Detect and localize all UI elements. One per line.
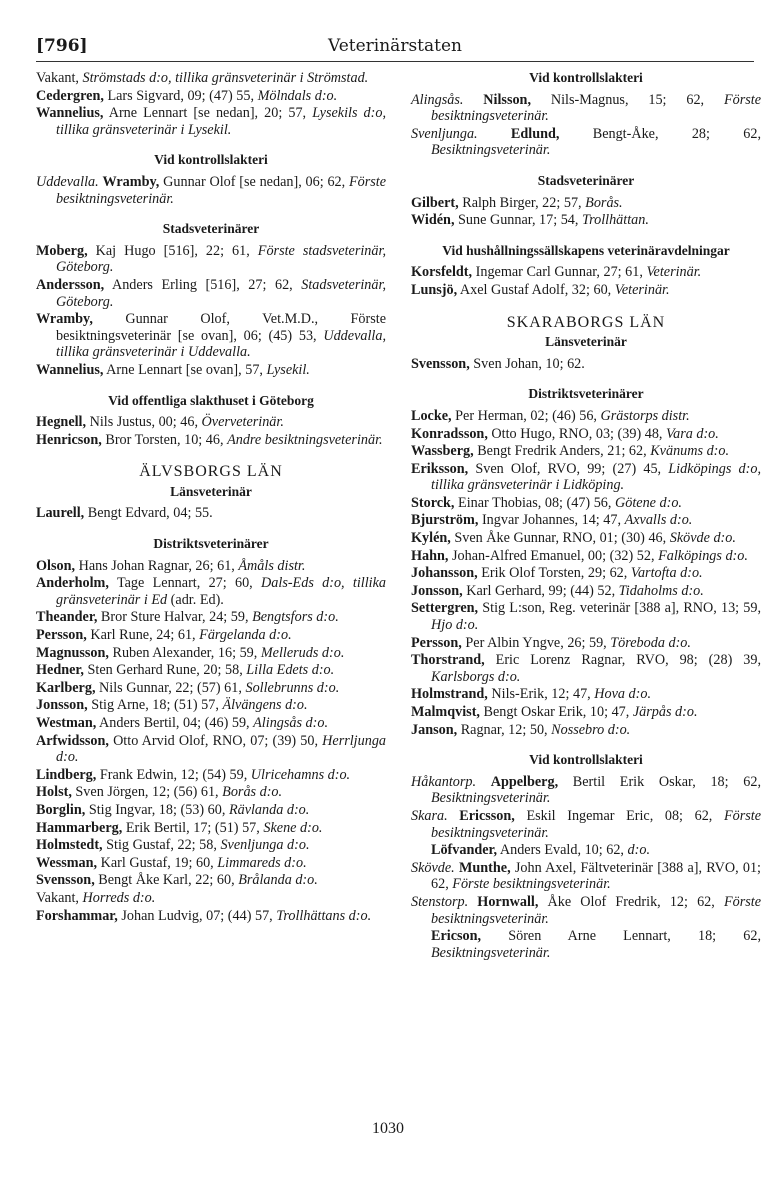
entry-details: Vakant, <box>36 889 83 906</box>
entry-post: Sollebrunns d:o. <box>245 679 340 696</box>
entry-post: Rävlanda d:o. <box>228 801 310 818</box>
entry-surname: Holmstrand, <box>411 686 488 703</box>
entry-post: Tidaholms d:o. <box>618 582 704 599</box>
entry-details: Sune Gunnar, 17; 54, <box>454 212 582 229</box>
entry-post: Melleruds d:o. <box>260 644 345 661</box>
entry-surname: Hornwall, <box>477 893 539 910</box>
entry-post: Mölndals d:o. <box>257 87 338 104</box>
directory-entry <box>411 426 761 443</box>
entry-details: Ingvar Johannes, 14; 47, <box>478 512 625 529</box>
entry-post: Falköpings d:o. <box>658 547 748 564</box>
entry-surname: Hegnell, <box>36 414 87 431</box>
right-column <box>411 70 761 962</box>
entry-details: Stig Ingvar, 18; (53) 60, <box>85 801 229 818</box>
header-rule <box>36 61 754 62</box>
entry-details: Åke Olof Fredrik, 12; 62, <box>538 893 724 910</box>
directory-entry <box>36 505 386 522</box>
entry-surname: Lunsjö, <box>411 281 458 298</box>
entry-surname: Wannelius, <box>36 105 104 122</box>
entry-surname: Widén, <box>411 212 455 229</box>
section-heading: Vid kontrollslakteri <box>529 70 643 85</box>
entry-surname: Svensson, <box>36 872 95 889</box>
entry-details: Arne Lennart [se nedan], 20; 57, <box>103 105 313 122</box>
entry-post: Borås. <box>585 194 623 211</box>
entry-details: Kaj Hugo [516], 22; 61, <box>87 242 258 259</box>
entry-post: Vara d:o. <box>666 425 719 442</box>
section-heading: Distriktsveterinärer <box>528 386 644 402</box>
directory-entry <box>411 565 761 582</box>
directory-entry <box>36 88 386 105</box>
entry-surname: Wramby, <box>36 311 93 328</box>
entry-details: Ingemar Carl Gunnar, 27; 61, <box>472 264 647 281</box>
directory-entry <box>36 697 386 714</box>
directory-entry <box>36 890 386 907</box>
entry-surname: Holmstedt, <box>36 837 103 854</box>
entry-details: Lars Sigvard, 09; (47) 55, <box>103 87 258 104</box>
entry-post: Lysekils d:o, tillika gränsveterinär i Lysekil. <box>56 105 387 138</box>
section-heading: Länsveterinär <box>170 483 252 499</box>
entry-location: Stenstorp. <box>411 893 469 910</box>
entry-details: Sven Jörgen, 12; (56) 61, <box>71 784 223 801</box>
entry-surname: Laurell, <box>36 505 85 522</box>
county-heading: SKARABORGS LÄN <box>506 313 666 331</box>
directory-entry <box>36 767 386 784</box>
directory-entry <box>36 70 386 87</box>
directory-entry <box>411 264 761 281</box>
entry-surname: Persson, <box>411 634 462 651</box>
entry-post: Kvänums d:o. <box>650 443 730 460</box>
entry-surname: Cedergren, <box>36 87 104 104</box>
directory-entry <box>411 652 761 685</box>
entry-details: Karl Gustaf, 19; 60, <box>97 854 218 871</box>
entry-post: Stadsveterinär, Göteborg. <box>56 276 386 310</box>
entry-surname: Wannelius, <box>36 361 104 378</box>
entry-post: Besiktningsveterinär. <box>431 944 551 961</box>
entry-post: Nossebro d:o. <box>551 721 631 738</box>
entry-surname: Forshammar, <box>36 907 118 924</box>
county-heading: ÄLVSBORGS LÄN <box>139 463 283 481</box>
entry-details: Vakant, <box>36 70 83 86</box>
entry-surname: Ericson, <box>431 928 482 945</box>
entry-details: Eric Lorenz Ragnar, RVO, 98; (28) 39, <box>484 652 761 669</box>
directory-entry <box>36 609 386 626</box>
directory-entry <box>36 174 386 207</box>
directory-entry <box>36 414 386 431</box>
entry-location: Skara. <box>411 807 448 824</box>
entry-post: Strömstads d:o, tillika gränsveterinär i Strömstad. <box>82 70 369 86</box>
entry-details: Axel Gustaf Adolf, 32; 60, <box>457 281 615 298</box>
directory-entry <box>411 635 761 652</box>
directory-entry <box>36 627 386 644</box>
entry-post: Förste besiktningsveterinär. <box>431 91 762 125</box>
entry-post: Vartofta d:o. <box>630 565 703 582</box>
directory-entry <box>36 105 386 138</box>
entry-surname: Wessman, <box>36 854 98 871</box>
entry-details: Ragnar, 12; 50, <box>457 721 552 738</box>
directory-entry <box>411 443 761 460</box>
entry-details: Sven Åke Gunnar, RNO, 01; (30) 46, <box>450 530 670 547</box>
entry-surname: Jonsson, <box>411 582 463 599</box>
page-header <box>36 36 754 58</box>
directory-entry <box>411 808 761 841</box>
entry-surname: Thorstrand, <box>411 652 485 669</box>
entry-post: Horreds d:o. <box>82 889 156 906</box>
entry-post: Hova d:o. <box>594 686 652 703</box>
entry-post: Alingsås d:o. <box>253 715 329 731</box>
entry-details: Bengt-Åke, 28; 62, <box>559 125 761 142</box>
directory-entry <box>411 195 761 212</box>
entry-location: Uddevalla. <box>36 173 99 190</box>
entry-details: Sven Olof, RVO, 99; (27) 45, <box>468 460 669 477</box>
entry-details: Anders Evald, 10; 62, <box>497 842 628 859</box>
directory-entry <box>411 408 761 425</box>
entry-surname: Wramby, <box>102 173 160 190</box>
entry-post: Dals-Eds d:o, tillika gränsveterinär i Ed <box>56 575 386 608</box>
entry-details: Arne Lennart [se ovan], 57, <box>103 361 267 378</box>
entry-surname: Löfvander, <box>431 842 498 859</box>
directory-entry <box>411 126 761 159</box>
entry-surname: Anderholm, <box>36 575 109 592</box>
directory-entry <box>411 530 761 547</box>
entry-details: Sören Arne Lennart, 18; 62, <box>481 928 761 945</box>
directory-entry <box>411 356 761 373</box>
directory-entry <box>36 362 386 379</box>
entry-details: Erik Bertil, 17; (51) 57, <box>122 819 264 836</box>
entry-surname: Westman, <box>36 715 97 731</box>
entry-details: Ruben Alexander, 16; 59, <box>108 644 261 661</box>
page-number: 1030 <box>372 1120 404 1137</box>
directory-entry <box>411 686 761 703</box>
entry-details: Karl Rune, 24; 61, <box>86 627 200 644</box>
entry-surname: Eriksson, <box>411 460 469 477</box>
section-heading: Stadsveterinärer <box>537 172 635 188</box>
entry-details: Nils Gunnar, 22; (57) 61, <box>95 679 246 696</box>
entry-post: Trollhättans d:o. <box>276 907 372 924</box>
directory-entry <box>36 662 386 679</box>
entry-details: Johan Ludvig, 07; (44) 57, <box>117 907 277 924</box>
entry-post: Axvalls d:o. <box>624 512 693 529</box>
entry-post: Besiktningsveterinär. <box>431 142 551 159</box>
directory-entry <box>411 282 761 299</box>
directory-entry <box>36 733 386 766</box>
section-heading: Länsveterinär <box>545 334 627 350</box>
entry-details: Bengt Edvard, 04; 55. <box>84 505 213 522</box>
entry-post: Trollhättan. <box>582 212 649 229</box>
section-heading: Vid kontrollslakteri <box>154 152 268 168</box>
entry-location: Håkantorp. <box>411 773 477 790</box>
directory-entry <box>411 774 761 807</box>
entry-surname: Hahn, <box>411 547 449 564</box>
directory-entry <box>36 837 386 854</box>
entry-details: Anders Bertil, 04; (46) 59, <box>96 715 254 731</box>
directory-entry <box>411 548 761 565</box>
entry-post: Färgelanda d:o. <box>199 627 292 644</box>
entry-details: Erik Olof Torsten, 29; 62, <box>477 565 631 582</box>
entry-surname: Henricson, <box>36 431 102 448</box>
entry-surname: Karlberg, <box>36 679 96 696</box>
section-heading: Distriktsveterinärer <box>153 536 269 552</box>
entry-surname: Gilbert, <box>411 194 459 211</box>
directory-entry <box>411 842 761 859</box>
entry-post: Uddevalla, tillika gränsveterinär i Uddevalla. <box>56 327 386 361</box>
directory-entry <box>411 212 761 229</box>
entry-surname: Johansson, <box>411 565 478 582</box>
entry-surname: Arfwidsson, <box>36 732 109 749</box>
entry-surname: Lindberg, <box>36 766 97 783</box>
entry-post: Herrljunga d:o. <box>56 732 386 766</box>
entry-surname: Settergren, <box>411 600 479 617</box>
entry-details: Nils Justus, 00; 46, <box>86 414 202 431</box>
directory-entry <box>36 243 386 276</box>
entry-surname: Nilsson, <box>483 91 531 108</box>
entry-post: Veterinär. <box>614 281 670 298</box>
entry-surname: Olson, <box>36 557 76 574</box>
entry-details: Frank Edwin, 12; (54) 59, <box>96 766 251 783</box>
entry-post: Svenljunga d:o. <box>220 837 310 854</box>
directory-entry <box>36 575 386 608</box>
entry-details: Stig Arne, 18; (51) 57, <box>87 697 223 714</box>
entry-location: Skövde. <box>411 859 455 876</box>
directory-entry <box>411 722 761 739</box>
section-heading: Vid kontrollslakteri <box>529 752 643 768</box>
entry-post: Bengtsfors d:o. <box>252 609 339 626</box>
entry-surname: Borglin, <box>36 801 86 818</box>
entry-surname: Persson, <box>36 627 87 644</box>
page-reference: [796] <box>36 36 88 56</box>
entry-post: Brålanda d:o. <box>238 872 318 889</box>
entry-surname: Konradsson, <box>411 425 488 442</box>
entry-post: Förste besiktningsveterinär. <box>431 807 761 841</box>
entry-details: Gunnar Olof [se nedan], 06; 62, <box>159 173 349 190</box>
directory-entry <box>411 894 761 927</box>
entry-post: Andre besiktningsveterinär. <box>227 431 383 448</box>
directory-entry <box>36 715 386 732</box>
entry-surname: Ericsson, <box>459 807 515 824</box>
entry-surname: Korsfeldt, <box>411 264 473 281</box>
entry-details: Anders Erling [516], 27; 62, <box>104 276 302 293</box>
entry-details: Bror Sture Halvar, 24; 59, <box>97 609 253 626</box>
directory-entry <box>36 277 386 310</box>
entry-surname: Malmqvist, <box>411 704 480 720</box>
entry-post: Besiktningsveterinär. <box>431 790 551 807</box>
directory-entry <box>411 583 761 600</box>
entry-details: Stig Gustaf, 22; 58, <box>102 837 221 854</box>
entry-post: Åmåls distr. <box>238 557 306 574</box>
entry-post: Borås d:o. <box>222 784 283 801</box>
directory-entry <box>36 784 386 801</box>
entry-post: d:o. <box>627 842 650 859</box>
directory-entry <box>411 600 761 633</box>
directory-entry <box>36 311 386 361</box>
directory-entry <box>36 432 386 449</box>
entry-surname: Appelberg, <box>490 773 559 790</box>
entry-post: Lilla Edets d:o. <box>246 662 335 679</box>
directory-entry <box>36 820 386 837</box>
entry-details: Otto Hugo, RNO, 03; (39) 48, <box>487 425 667 442</box>
entry-surname: Bjurström, <box>411 512 479 529</box>
entry-location: Svenljunga. <box>411 125 478 142</box>
entry-details: Sven Johan, 10; 62. <box>469 355 585 372</box>
entry-details: Tage Lennart, 27; 60, <box>108 575 262 592</box>
entry-details: Stig L:son, Reg. veterinär [388 a], RNO, 13; 59, <box>478 600 761 617</box>
entry-post: Förste besiktningsveterinär. <box>56 173 387 207</box>
entry-details: Nils-Erik, 12; 47, <box>487 686 595 703</box>
running-title: Veterinärstaten <box>328 36 462 56</box>
directory-entry <box>411 92 761 125</box>
entry-post: Lysekil. <box>266 361 310 378</box>
section-heading: Vid hushållningssällskapens veterinäravdelningar <box>442 242 730 258</box>
directory-entry <box>36 855 386 872</box>
entry-post: Älvängens d:o. <box>222 697 308 714</box>
entry-surname: Theander, <box>36 609 98 626</box>
entry-details: Per Albin Yngve, 26; 59, <box>461 634 611 651</box>
entry-details: Gunnar Olof, Vet.M.D., Förste besiktningsveterinär [se ovan], 06; (45) 53, <box>56 311 386 344</box>
entry-surname: Holst, <box>36 784 72 801</box>
entry-details: Karl Gerhard, 99; (44) 52, <box>462 582 619 599</box>
left-column <box>36 70 386 925</box>
entry-details: Otto Arvid Olof, RNO, 07; (39) 50, <box>108 732 323 749</box>
entry-post: Limmareds d:o. <box>217 854 307 871</box>
entry-surname: Andersson, <box>36 276 105 293</box>
entry-note: (adr. Ed). <box>167 591 224 608</box>
directory-entry <box>411 860 761 893</box>
entry-surname: Moberg, <box>36 242 88 259</box>
section-heading: Stadsveterinärer <box>162 221 260 237</box>
directory-entry <box>411 928 761 961</box>
entry-surname: Wassberg, <box>411 443 474 460</box>
entry-details: Hans Johan Ragnar, 26; 61, <box>75 557 239 574</box>
entry-post: Järpås d:o. <box>632 704 698 720</box>
entry-surname: Hammarberg, <box>36 819 123 836</box>
directory-entry <box>36 645 386 662</box>
entry-post: Skövde d:o. <box>669 530 736 547</box>
entry-surname: Hedner, <box>36 662 84 679</box>
entry-surname: Munthe, <box>458 859 511 876</box>
entry-surname: Kylén, <box>411 530 451 547</box>
directory-entry <box>411 704 761 721</box>
entry-details: Bror Torsten, 10; 46, <box>101 431 228 448</box>
entry-post: Förste besiktningsveterinär. <box>452 876 611 893</box>
entry-details: Einar Thobias, 08; (47) 56, <box>454 494 615 511</box>
entry-details: Ralph Birger, 22; 57, <box>458 194 586 211</box>
entry-surname: Magnusson, <box>36 644 109 661</box>
entry-details: Bengt Åke Karl, 22; 60, <box>94 872 239 889</box>
entry-post: Skene d:o. <box>263 819 323 836</box>
directory-entry <box>411 512 761 529</box>
entry-details: Nils-Magnus, 15; 62, <box>531 91 724 108</box>
entry-location: Alingsås. <box>411 91 464 108</box>
entry-post: Hjo d:o. <box>431 617 479 634</box>
entry-surname: Svensson, <box>411 355 470 372</box>
entry-details: John Axel, Fältveterinär [388 a], RVO, 01; 62, <box>431 859 762 893</box>
directory-entry <box>411 495 761 512</box>
entry-surname: Edlund, <box>510 125 560 142</box>
entry-post: Karlsborgs d:o. <box>431 668 521 685</box>
entry-post: Götene d:o. <box>615 494 682 511</box>
entry-post: Lidköpings d:o, tillika gränsveterinär i Lidköping. <box>431 460 761 494</box>
entry-surname: Storck, <box>411 494 455 511</box>
section-heading: Vid offentliga slakthuset i Göteborg <box>108 392 314 408</box>
entry-post: Töreboda d:o. <box>610 634 691 651</box>
entry-post: Veterinär. <box>646 264 702 281</box>
entry-post: Grästorps distr. <box>600 407 690 424</box>
entry-details: Sten Gerhard Rune, 20; 58, <box>83 662 247 679</box>
entry-surname: Janson, <box>411 721 458 738</box>
directory-entry <box>36 680 386 697</box>
entry-details: Johan-Alfred Emanuel, 00; (32) 52, <box>448 547 659 564</box>
directory-entry <box>36 802 386 819</box>
entry-details: Bengt Oskar Erik, 10; 47, <box>479 704 633 720</box>
entry-details: Per Herman, 02; (46) 56, <box>451 407 601 424</box>
entry-post: Överveterinär. <box>201 414 284 431</box>
directory-entry <box>36 872 386 889</box>
entry-details: Bengt Fredrik Anders, 21; 62, <box>473 443 651 460</box>
entry-details: Bertil Erik Oskar, 18; 62, <box>558 773 761 790</box>
directory-entry <box>36 908 386 925</box>
entry-surname: Jonsson, <box>36 697 88 714</box>
entry-surname: Locke, <box>411 407 452 424</box>
entry-details: Eskil Ingemar Eric, 08; 62, <box>514 807 724 824</box>
entry-post: Förste besiktningsveterinär. <box>431 893 761 927</box>
entry-post: Ulricehamns d:o. <box>250 766 351 783</box>
directory-entry <box>36 558 386 575</box>
directory-entry <box>411 461 761 494</box>
entry-post: Förste stadsveterinär, Göteborg. <box>56 242 386 276</box>
